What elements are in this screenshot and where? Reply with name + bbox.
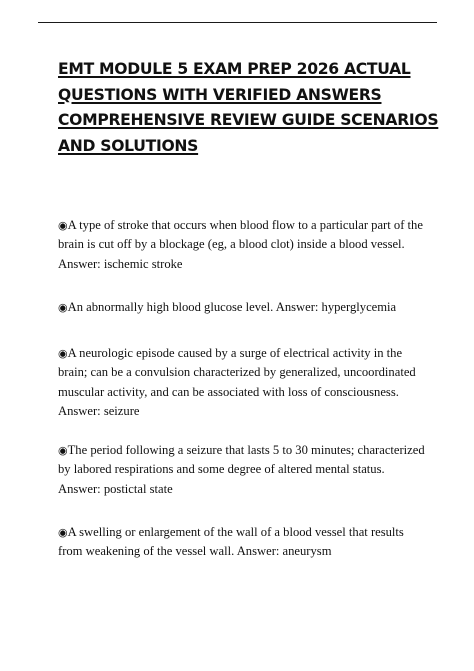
bullet-icon: ◉ [58, 526, 68, 539]
question-item [58, 523, 438, 562]
question-text-line: ◉A type of stroke that occurs when blood flow to a particular part of the [58, 218, 423, 232]
question-text-line: from weakening of the vessel wall. Answer: aneurysm [58, 544, 332, 559]
question-text-line: ◉A swelling or enlargement of the wall of a blood vessel that results [58, 525, 404, 539]
question-item [58, 216, 438, 274]
answer-text-line: Answer: postictal state [58, 481, 173, 496]
question-item [58, 441, 438, 499]
answer-text-line: Answer: ischemic stroke [58, 256, 183, 271]
question-text-line: brain is cut off by a blockage (eg, a blood clot) inside a blood vessel. [58, 237, 405, 252]
title-line: AND SOLUTIONS [58, 136, 199, 155]
question-text-line: by labored respirations and some degree of altered mental status. [58, 462, 385, 477]
title-line: EMT MODULE 5 EXAM PREP 2026 ACTUAL [58, 60, 411, 78]
bullet-icon: ◉ [58, 219, 68, 232]
top-divider [38, 22, 437, 23]
question-text-line: ◉A neurologic episode caused by a surge of electrical activity in the [58, 346, 403, 360]
question-text-line: muscular activity, and can be associated with loss of consciousness. [58, 384, 399, 399]
bullet-icon: ◉ [58, 444, 68, 457]
title-line: COMPREHENSIVE REVIEW GUIDE SCENARIOS [58, 111, 439, 129]
question-item [58, 344, 438, 422]
title-line: QUESTIONS WITH VERIFIED ANSWERS [58, 85, 382, 104]
question-text-line: ◉The period following a seizure that lasts 5 to 30 minutes; characterized [58, 443, 425, 457]
bullet-icon: ◉ [58, 301, 68, 314]
question-item [58, 298, 438, 317]
document-title [58, 57, 439, 159]
question-text-line: ◉An abnormally high blood glucose level. Answer: hyperglycemia [58, 300, 397, 314]
bullet-icon: ◉ [58, 347, 68, 360]
question-text-line: brain; can be a convulsion characterized by generalized, uncoordinated [58, 365, 416, 380]
answer-text-line: Answer: seizure [58, 404, 140, 419]
